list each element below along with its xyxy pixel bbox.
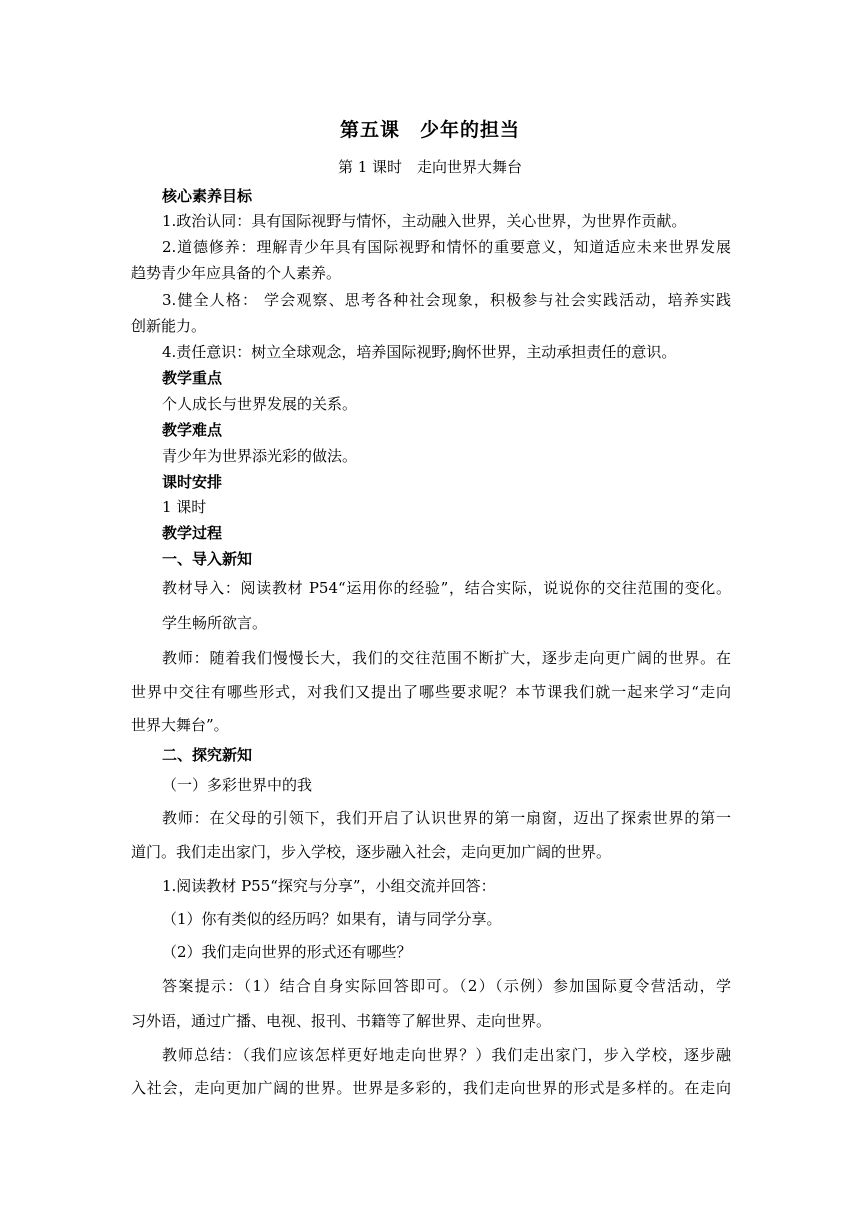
answer-line-1: 答案提示：（1）结合自身实际回答即可。（2）（示例）参加国际夏令营活动，学 — [162, 977, 731, 995]
teacher2-line-1: 教师：在父母的引领下，我们开启了认识世界的第一扇窗，迈出了探索世界的第一 — [162, 809, 731, 827]
question-2: （2）我们走向世界的形式还有哪些？ — [162, 943, 412, 961]
read-instruction: 1.阅读教材 P55“探究与分享”，小组交流并回答： — [162, 877, 496, 895]
question-1: （1）你有类似的经历吗？如果有，请与同学分享。 — [162, 910, 502, 928]
students-response: 学生畅所欲言。 — [162, 614, 268, 632]
lesson-subtitle: 第 1 课时 走向世界大舞台 — [337, 158, 523, 176]
summary-line-1: 教师总结：（我们应该怎样更好地走向世界？）我们走出家门，步入学校，逐步融 — [162, 1046, 731, 1064]
goal-3-line-2: 创新能力。 — [131, 317, 207, 335]
teaching-focus: 个人成长与世界发展的关系。 — [162, 395, 358, 413]
heading-part-2: 二、探究新知 — [162, 746, 253, 764]
heading-core-goals: 核心素养目标 — [162, 187, 253, 205]
heading-schedule: 课时安排 — [162, 473, 223, 491]
heading-teaching-focus: 教学重点 — [162, 369, 223, 387]
teacher-line-1: 教师：随着我们慢慢长大，我们的交往范围不断扩大，逐步走向更广阔的世界。在 — [162, 649, 731, 667]
summary-line-2: 入社会，走向更加广阔的世界。世界是多彩的，我们走向世界的形式是多样的。在走向 — [131, 1079, 731, 1097]
goal-2-line-2: 趋势青少年应具备的个人素养。 — [131, 264, 342, 282]
lesson-title: 第五课 少年的担当 — [339, 119, 520, 141]
teacher-line-2: 世界中交往有哪些形式，对我们又提出了哪些要求呢？本节课我们就一起来学习“走向 — [131, 683, 731, 701]
goal-2-line-1: 2.道德修养：理解青少年具有国际视野和情怀的重要意义，知道适应未来世界发展 — [162, 238, 731, 256]
heading-teaching-difficulty: 教学难点 — [162, 421, 223, 439]
answer-line-2: 习外语，通过广播、电视、报刊、书籍等了解世界、走向世界。 — [131, 1012, 552, 1030]
schedule: 1 课时 — [162, 498, 207, 516]
goal-1: 1.政治认同：具有国际视野与情怀，主动融入世界，关心世界，为世界作贡献。 — [162, 212, 687, 230]
section-1-heading: （一）多彩世界中的我 — [162, 776, 313, 794]
goal-3-line-1: 3.健全人格： 学会观察、思考各种社会现象，积极参与社会实践活动，培养实践 — [162, 291, 731, 309]
teacher2-line-2: 道门。我们走出家门，步入学校，逐步融入社会，走向更加广阔的世界。 — [131, 843, 612, 861]
heading-part-1: 一、导入新知 — [162, 550, 253, 568]
teaching-difficulty: 青少年为世界添光彩的做法。 — [162, 447, 358, 465]
teacher-line-3: 世界大舞台”。 — [131, 716, 229, 734]
goal-4: 4.责任意识：树立全球观念，培养国际视野;胸怀世界，主动承担责任的意识。 — [162, 343, 677, 361]
heading-teaching-process: 教学过程 — [162, 524, 223, 542]
intro-text: 教材导入：阅读教材 P54“运用你的经验”，结合实际，说说你的交往范围的变化。 — [162, 579, 731, 597]
